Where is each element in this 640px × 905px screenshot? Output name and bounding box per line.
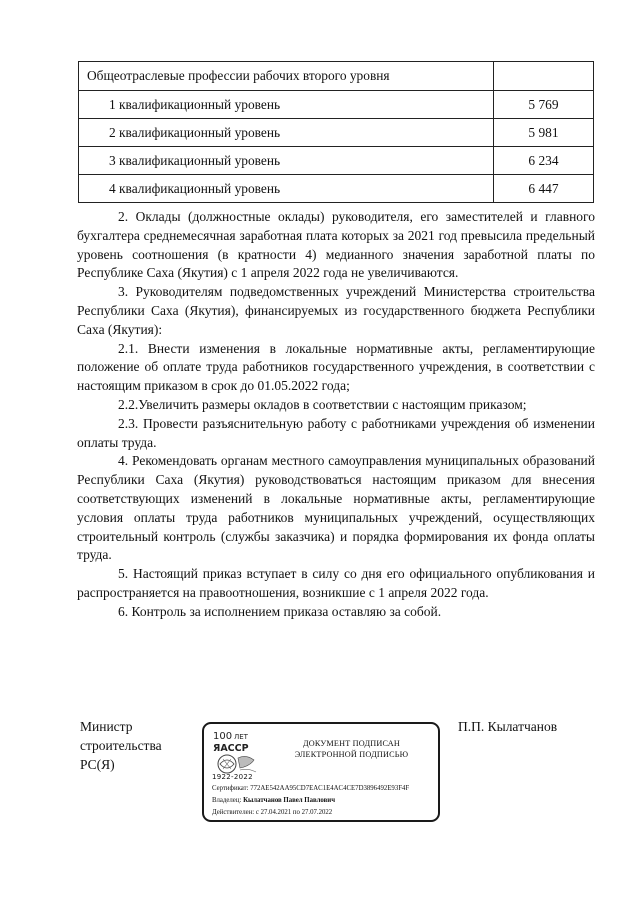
table-row xyxy=(79,175,594,203)
level-salary: 5 981 xyxy=(494,119,594,147)
svg-text:ЯАССР: ЯАССР xyxy=(213,743,249,754)
validity-separator: по xyxy=(292,809,300,816)
validity-label: Действителен: с xyxy=(212,809,259,816)
svg-text:ЛЕТ: ЛЕТ xyxy=(234,733,248,741)
level-name: 3 квалификационный уровень xyxy=(79,147,494,175)
level-name: 2 квалификационный уровень xyxy=(79,119,494,147)
table-row xyxy=(79,119,594,147)
paragraph-2-3: 2.3. Провести разъяснительную работу с работниками учреждения об изменении оплаты труда. xyxy=(77,415,595,450)
order-body xyxy=(77,208,595,622)
stamp-title-line: ЭЛЕКТРОННОЙ ПОДПИСЬЮ xyxy=(294,750,409,759)
table-header-row xyxy=(79,62,594,91)
level-salary: 6 234 xyxy=(494,147,594,175)
owner-line xyxy=(212,796,335,805)
position-line: РС(Я) xyxy=(80,756,115,772)
stamp-title xyxy=(264,738,439,760)
table-header-value-cell xyxy=(494,62,594,91)
certificate-line xyxy=(212,784,409,793)
valid-to: 27.07.2022 xyxy=(301,809,333,816)
position-line: Министр xyxy=(80,719,133,734)
level-salary: 5 769 xyxy=(494,91,594,119)
salary-table xyxy=(78,61,594,203)
table-row xyxy=(79,91,594,119)
table-header-cell: Общеотраслевые профессии рабочих второго уровня xyxy=(79,62,494,91)
certificate-number: 772AE542AA95CD7EAC1E4AC4CE7D3896492E93F4F xyxy=(250,785,410,792)
paragraph-2-2: 2.2.Увеличить размеры окладов в соответствии с настоящим приказом; xyxy=(118,396,527,412)
valid-from: 27.04.2021 xyxy=(260,809,292,816)
seal-years: 1922-2022 xyxy=(212,773,253,781)
owner-name: Кылатчанов Павел Павлович xyxy=(243,797,336,804)
electronic-signature-stamp xyxy=(202,722,440,822)
certificate-label: Сертификат: xyxy=(212,785,249,792)
stamp-title-line: ДОКУМЕНТ ПОДПИСАН xyxy=(303,739,400,748)
paragraph-6: 6. Контроль за исполнением приказа оставляю за собой. xyxy=(118,603,442,619)
svg-text:100: 100 xyxy=(213,731,233,742)
level-name: 1 квалификационный уровень xyxy=(79,91,494,119)
paragraph-5: 5. Настоящий приказ вступает в силу со дня его официального опубликования и распространяется на правоотношения, возникшие с 1 апреля 2022 года. xyxy=(77,566,595,600)
validity-line xyxy=(212,808,332,817)
paragraph-2: 2. Оклады (должностные оклады) руководителя, его заместителей и главного бухгалтера среднемесячная заработная плата которых за 2021 год превысила предельный уровень соотношения (в кратности 4) медианного значения заработной платы по Республике Саха (Якутия) с 1 апреля 2022 года не увеличиваются. xyxy=(77,209,595,281)
signatory-name: П.П. Кылатчанов xyxy=(458,719,558,734)
owner-label: Владелец: xyxy=(212,797,242,804)
table-row xyxy=(79,147,594,175)
paragraph-3: 3. Руководителям подведомственных учреждений Министерства строительства Республики Саха (Якутия), финансируемых из государственного бюджета Республики Саха (Якутия): xyxy=(77,284,595,337)
position-line: строительства xyxy=(80,737,162,753)
paragraph-4: 4. Рекомендовать органам местного самоуправления муниципальных образований Республики Саха (Якутия) руководствоваться настоящим приказом для внесения соответствующих изменений в локальные нормативные акты, регламентирующие условия оплаты труда работников муниципальных учреждений, осуществляющих строительный контроль (службы заказчика) и порядка формирования их фонда оплаты труда. xyxy=(77,453,595,563)
level-salary: 6 447 xyxy=(494,175,594,203)
signatory-position xyxy=(80,718,190,774)
paragraph-2-1: 2.1. Внести изменения в локальные нормативные акты, регламентирующие положение об оплате труда работников государственного учреждения, в соответствии с настоящим приказом в срок до 01.05.2022 года; xyxy=(77,340,595,394)
level-name: 4 квалификационный уровень xyxy=(79,175,494,203)
